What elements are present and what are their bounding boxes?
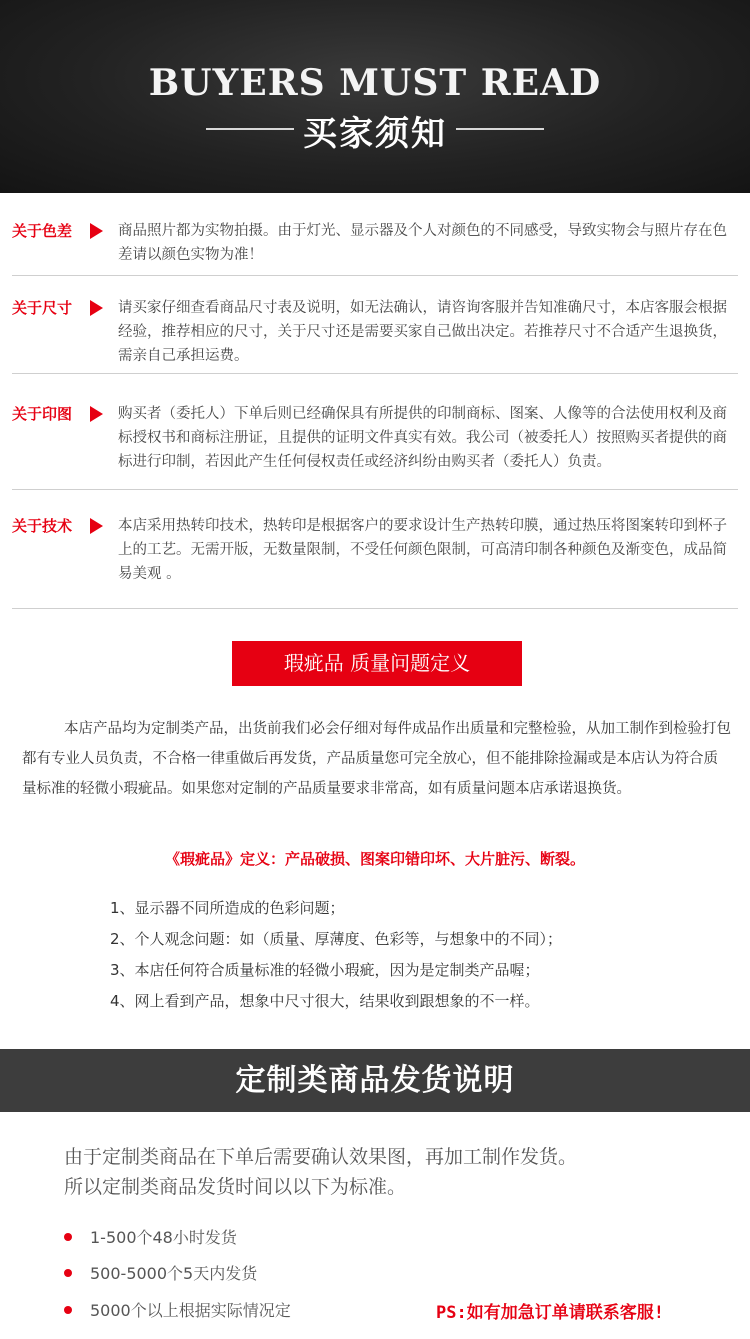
shipping-intro-line: 由于定制类商品在下单后需要确认效果图，再加工制作发货。 (64, 1146, 578, 1168)
notice-text: 商品照片都为实物拍摄。由于灯光、显示器及个人对颜色的不同感受，导致实物会与照片存在色差请以颜色实物为准！ (118, 223, 727, 263)
ps-note: PS:如有加急订单请联系客服! (436, 1303, 664, 1323)
list-item: 2、个人观念问题：如（质量、厚薄度、色彩等，与想象中的不同）； (110, 930, 563, 948)
list-item: 3、本店任何符合质量标准的轻微小瑕疵，因为是定制类产品喔； (110, 961, 540, 979)
header-title-cn: 买家须知 (303, 114, 447, 154)
divider (12, 275, 738, 276)
triangle-right-icon (90, 406, 103, 422)
defect-list (110, 893, 730, 1017)
notice-label: 关于印图 (12, 405, 73, 423)
shipping-banner: 定制类商品发货说明 (0, 1049, 750, 1112)
shipping-intro-line: 所以定制类商品发货时间以以下为标准。 (64, 1176, 407, 1198)
notice-label: 关于色差 (12, 222, 73, 240)
shipping-intro (64, 1142, 734, 1202)
shipping-item-text: 1-500个48小时发货 (90, 1228, 237, 1247)
shipping-item-text: 5000个以上根据实际情况定 (90, 1301, 291, 1320)
bullet-dot-icon (64, 1233, 72, 1241)
header-banner (0, 0, 750, 193)
shipping-item-text: 500-5000个5天内发货 (90, 1264, 258, 1283)
triangle-right-icon (90, 518, 103, 534)
notice-text: 请买家仔细查看商品尺寸表及说明，如无法确认，请咨询客服并告知准确尺寸，本店客服会根据经验，推荐相应的尺寸，关于尺寸还是需要买家自己做出决定。若推荐尺寸不合适产生退换货，需亲自己承担运费。 (118, 300, 727, 364)
triangle-right-icon (90, 300, 103, 316)
defect-intro: 本店产品均为定制类产品，出货前我们必会仔细对每件成品作出质量和完整检验，从加工制作到检验打包都有专业人员负责，不合格一律重做后再发货，产品质量您可完全放心，但不能排除捡漏或是本店认为符合质量标准的轻微小瑕疵品。如果您对定制的产品质量要求非常高，如有质量问题本店承诺退换货。 (22, 721, 731, 797)
defect-definition: 《瑕疵品》定义：产品破损、图案印错印坏、大片脏污、断裂。 (164, 850, 585, 868)
notice-text: 购买者（委托人）下单后则已经确保具有所提供的印制商标、图案、人像等的合法使用权利及商标授权书和商标注册证，且提供的证明文件真实有效。我公司（被委托人）按照购买者提供的商标进行印制，若因此产生任何侵权责任或经济纠纷由购买者（委托人）负责。 (118, 406, 727, 470)
shipping-item (64, 1225, 404, 1248)
list-item: 4、网上看到产品，想象中尺寸很大，结果收到跟想象的不一样。 (110, 992, 540, 1010)
header-rule-right (456, 128, 544, 130)
shipping-item (64, 1261, 404, 1284)
shipping-item (64, 1298, 404, 1321)
bullet-dot-icon (64, 1269, 72, 1277)
divider (12, 608, 738, 609)
divider (12, 373, 738, 374)
notice-label: 关于尺寸 (12, 299, 73, 317)
defect-banner: 瑕疵品 质量问题定义 (232, 641, 522, 686)
list-item: 1、显示器不同所造成的色彩问题； (110, 899, 345, 917)
header-title-en: BUYERS MUST READ (148, 62, 602, 104)
notice-label: 关于技术 (12, 517, 73, 535)
bullet-dot-icon (64, 1306, 72, 1314)
divider (12, 489, 738, 490)
notice-text: 本店采用热转印技术，热转印是根据客户的要求设计生产热转印膜，通过热压将图案转印到杯子上的工艺。无需开版，无数量限制，不受任何颜色限制，可高清印制各种颜色及渐变色，成品简易美观 。 (118, 518, 727, 582)
triangle-right-icon (90, 223, 103, 239)
